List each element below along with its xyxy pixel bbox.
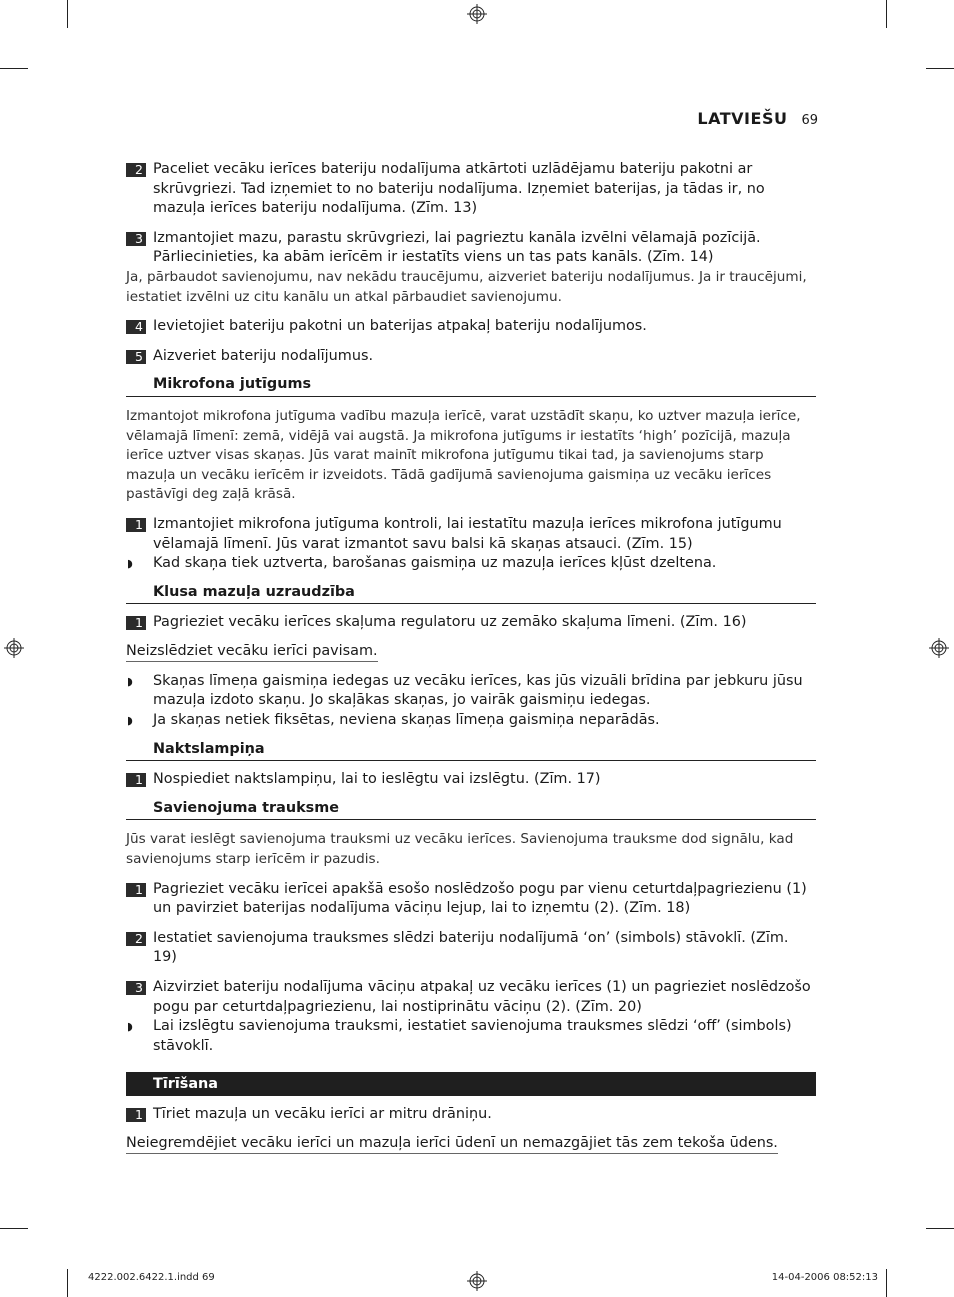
bullet-text: Kad skaņa tiek uztverta, barošanas gaismiņa uz mazuļa ierīces kļūst dzeltena. bbox=[153, 555, 717, 572]
bullet-icon: ◗ bbox=[127, 1020, 133, 1034]
step-text: Pagrieziet vecāku ierīces skaļuma regulatoru uz zemāko skaļuma līmeni. (Zīm. 16) bbox=[153, 614, 747, 631]
step-item bbox=[126, 347, 816, 367]
step-text: Ievietojiet bateriju pakotni un baterijas atpakaļ bateriju nodalījumos. bbox=[153, 318, 647, 335]
bullet-item bbox=[126, 1017, 816, 1056]
step-item bbox=[126, 160, 816, 219]
section-title-cleaning: Tīrīšana bbox=[126, 1072, 816, 1096]
footer-datetime: 14-04-2006 08:52:13 bbox=[771, 1272, 878, 1283]
step-text: Tīriet mazuļa un vecāku ierīci ar mitru drāniņu. bbox=[153, 1106, 492, 1123]
step-number: 1 bbox=[126, 773, 146, 787]
section-title-night: Naktslampiņa bbox=[126, 740, 816, 762]
page-number: 69 bbox=[801, 113, 818, 128]
crop-mark bbox=[926, 1228, 954, 1229]
registration-mark-icon bbox=[4, 638, 24, 658]
warning-text: Neizslēdziet vecāku ierīci pavisam. bbox=[126, 642, 378, 662]
step-item bbox=[126, 515, 816, 554]
step-number: 1 bbox=[126, 883, 146, 897]
section-title-mic: Mikrofona jutīgums bbox=[126, 375, 816, 397]
crop-mark bbox=[0, 1228, 28, 1229]
warning-text: Neiegremdējiet vecāku ierīci un mazuļa ierīci ūdenī un nemazgājiet tās zem tekoša ūdens. bbox=[126, 1134, 778, 1154]
step-item bbox=[126, 613, 816, 633]
page-header bbox=[697, 109, 818, 128]
step-item bbox=[126, 1105, 816, 1125]
step-text: Paceliet vecāku ierīces bateriju nodalījuma atkārtoti uzlādējamu bateriju pakotni ar skrūvgriezi. Tad izņemiet to no bateriju nodalījuma. Izņemiet baterijas, ja tādas ir, no mazuļa ierīces bateriju nodalījuma. (Zīm. 13) bbox=[153, 161, 765, 217]
step-number: 1 bbox=[126, 616, 146, 630]
crop-mark bbox=[67, 1269, 68, 1297]
main-content bbox=[126, 160, 816, 1154]
note-text: Ja, pārbaudot savienojumu, nav nekādu traucējumu, aizveriet bateriju nodalījumus. Ja ir traucējumi, iestatiet izvēlni uz citu kanālu un atkal pārbaudiet savienojumu. bbox=[126, 268, 807, 305]
bullet-text: Skaņas līmeņa gaismiņa iedegas uz vecāku ierīces, kas jūs vizuāli brīdina par jebkuru jūsu mazuļa izdoto skaņu. Jo skaļākas skaņas, jo vairāk gaismiņu iedegas. bbox=[153, 672, 803, 709]
bullet-text: Lai izslēgtu savienojuma trauksmi, iestatiet savienojuma trauksmes slēdzi ‘off’ (simbols) stāvoklī. bbox=[153, 1018, 792, 1054]
section-intro: Izmantojot mikrofona jutīguma vadību mazuļa ierīcē, varat uzstādīt skaņu, ko uztver mazuļa ierīce, vēlamajā līmenī: zemā, vidējā vai augstā. Ja mikrofona jutīgums ir iestatīts ‘high’ pozīcijā, mazuļa ierīce uztver visas skaņas. Jūs varat mainīt mikrofona jutīgumu tikai tad, ja savienojums starp mazuļa un vecāku ierīcēm ir izveidots. Tādā gadījumā savienojuma gaismiņa uz vecāku ierīces pastāvīgi deg zaļā krāsā. bbox=[126, 407, 801, 503]
step-item bbox=[126, 770, 816, 790]
step-item bbox=[126, 229, 816, 268]
bullet-icon: ◗ bbox=[127, 557, 133, 571]
step-number: 1 bbox=[126, 518, 146, 532]
step-number: 2 bbox=[126, 932, 146, 946]
step-number: 1 bbox=[126, 1108, 146, 1122]
bullet-item bbox=[126, 711, 816, 731]
bullet-icon: ◗ bbox=[127, 674, 133, 688]
step-text: Izmantojiet mikrofona jutīguma kontroli, lai iestatītu mazuļa ierīces mikrofona jutīgumu vēlamajā līmenī. Jūs varat izmantot savu balsi kā skaņas atsauci. (Zīm. 15) bbox=[153, 515, 782, 552]
registration-mark-icon bbox=[467, 4, 487, 24]
crop-mark bbox=[886, 1269, 887, 1297]
section-title-silent: Klusa mazuļa uzraudzība bbox=[126, 583, 816, 605]
crop-mark bbox=[926, 68, 954, 69]
crop-mark bbox=[67, 0, 68, 28]
crop-mark bbox=[0, 68, 28, 69]
bullet-icon: ◗ bbox=[127, 714, 133, 728]
section-intro: Jūs varat ieslēgt savienojuma trauksmi uz vecāku ierīces. Savienojuma trauksme dod signālu, kad savienojums starp ierīcēm ir pazudis. bbox=[126, 831, 794, 868]
step-number: 4 bbox=[126, 320, 146, 334]
registration-mark-icon bbox=[929, 638, 949, 658]
footer-file: 4222.002.6422.1.indd 69 bbox=[88, 1272, 215, 1283]
step-number: 3 bbox=[126, 232, 146, 246]
step-item bbox=[126, 929, 816, 968]
section-title-alarm: Savienojuma trauksme bbox=[126, 799, 816, 821]
bullet-text: Ja skaņas netiek fiksētas, neviena skaņas līmeņa gaismiņa neparādās. bbox=[153, 712, 660, 729]
bullet-item bbox=[126, 554, 816, 574]
step-item bbox=[126, 978, 816, 1017]
language-label: LATVIEŠU bbox=[697, 109, 788, 128]
step-item bbox=[126, 317, 816, 337]
bullet-item bbox=[126, 672, 816, 711]
step-number: 5 bbox=[126, 350, 146, 364]
step-text: Izmantojiet mazu, parastu skrūvgriezi, lai pagrieztu kanāla izvēlni vēlamajā pozīcijā. Pārliecinieties, ka abām ierīcēm ir iestatīts viens un tas pats kanāls. (Zīm. 14) bbox=[153, 229, 761, 266]
step-number: 3 bbox=[126, 981, 146, 995]
step-text: Aizvirziet bateriju nodalījuma vāciņu atpakaļ uz vecāku ierīces (1) un pagrieziet noslēdzošo pogu par ceturtdaļpagriezienu, lai nostiprinātu vāciņu (2). (Zīm. 20) bbox=[153, 979, 811, 1015]
registration-mark-icon bbox=[467, 1271, 487, 1291]
step-number: 2 bbox=[126, 163, 146, 177]
crop-mark bbox=[886, 0, 887, 28]
step-text: Nospiediet naktslampiņu, lai to ieslēgtu vai izslēgtu. (Zīm. 17) bbox=[153, 771, 601, 788]
step-item bbox=[126, 880, 816, 919]
step-text: Pagrieziet vecāku ierīcei apakšā esošo noslēdzošo pogu par vienu ceturtdaļpagriezienu (1) un pavirziet baterijas nodalījuma vāciņu lejup, lai to izņemtu (2). (Zīm. 18) bbox=[153, 880, 807, 917]
step-text: Aizveriet bateriju nodalījumus. bbox=[153, 347, 374, 364]
step-text: Iestatiet savienojuma trauksmes slēdzi bateriju nodalījumā ‘on’ (simbols) stāvoklī. (Zīm. 19) bbox=[153, 929, 789, 966]
